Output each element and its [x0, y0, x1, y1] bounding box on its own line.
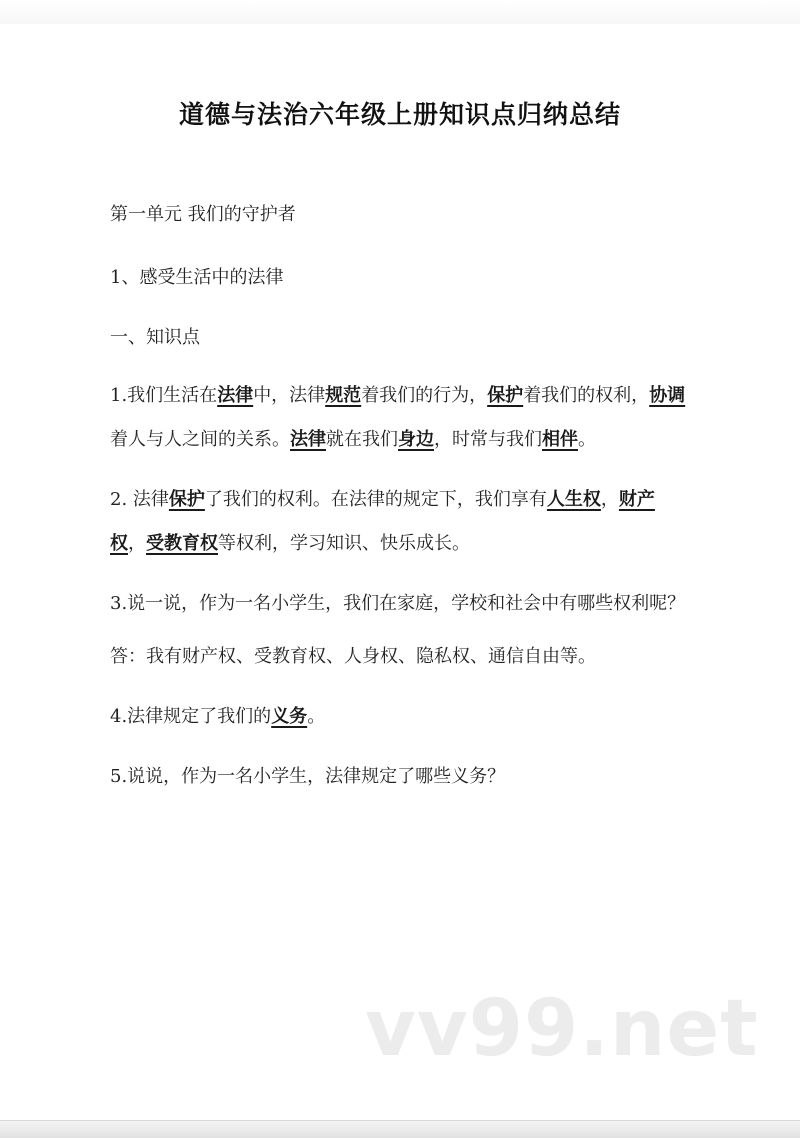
text: ，时常与我们 — [434, 429, 542, 450]
text: 2. 法律 — [110, 489, 169, 510]
page-bottom-edge — [0, 1120, 800, 1138]
text: 着人与人之间的关系。 — [110, 429, 290, 450]
section-heading: 一、知识点 — [110, 327, 200, 348]
keyword: 保护 — [168, 489, 205, 510]
keyword: 规范 — [325, 385, 362, 406]
keyword: 保护 — [487, 385, 524, 406]
keyword: 财产权 — [110, 489, 655, 554]
text: ， — [600, 489, 619, 510]
text: 。 — [578, 429, 596, 450]
page-title: 道德与法治六年级上册知识点归纳总结 — [178, 99, 621, 129]
lesson-heading: 1、感受生活中的法律 — [110, 267, 284, 288]
keyword: 身边 — [398, 429, 434, 450]
text: 就在我们 — [326, 429, 398, 450]
document-body — [110, 200, 690, 792]
keyword: 人生权 — [546, 489, 601, 510]
paragraph-1 — [110, 374, 690, 462]
watermark: vv99.net — [365, 984, 759, 1074]
text: 着我们的行为， — [361, 385, 488, 406]
keyword: 受教育权 — [146, 533, 218, 554]
text: 了我们的权利。在法律的规定下，我们享有 — [204, 489, 547, 510]
text: 中，法律 — [253, 385, 326, 406]
answer-text: 答：我有财产权、受教育权、人身权、隐私权、通信自由等。 — [110, 646, 596, 667]
text: 4.法律规定了我们的 — [110, 706, 272, 727]
text: ， — [128, 533, 146, 554]
text: 等权利，学习知识、快乐成长。 — [218, 533, 470, 554]
keyword: 法律 — [217, 385, 254, 406]
page-top-edge — [0, 0, 800, 24]
paragraph-3-question: 3.说一说，作为一名小学生，我们在家庭，学校和社会中有哪些权利呢？ — [110, 593, 686, 614]
keyword: 义务 — [271, 706, 308, 727]
keyword: 法律 — [290, 429, 326, 450]
paragraph-5-question: 5.说说，作为一名小学生，法律规定了哪些义务？ — [110, 766, 506, 787]
keyword: 相伴 — [542, 429, 578, 450]
paragraph-4 — [110, 702, 690, 732]
text: 。 — [307, 706, 326, 727]
text: 1.我们生活在 — [110, 385, 218, 406]
paragraph-2 — [110, 478, 690, 566]
text: 着我们的权利， — [523, 385, 650, 406]
keyword: 协调 — [649, 385, 686, 406]
unit-heading: 第一单元 我们的守护者 — [110, 204, 296, 225]
